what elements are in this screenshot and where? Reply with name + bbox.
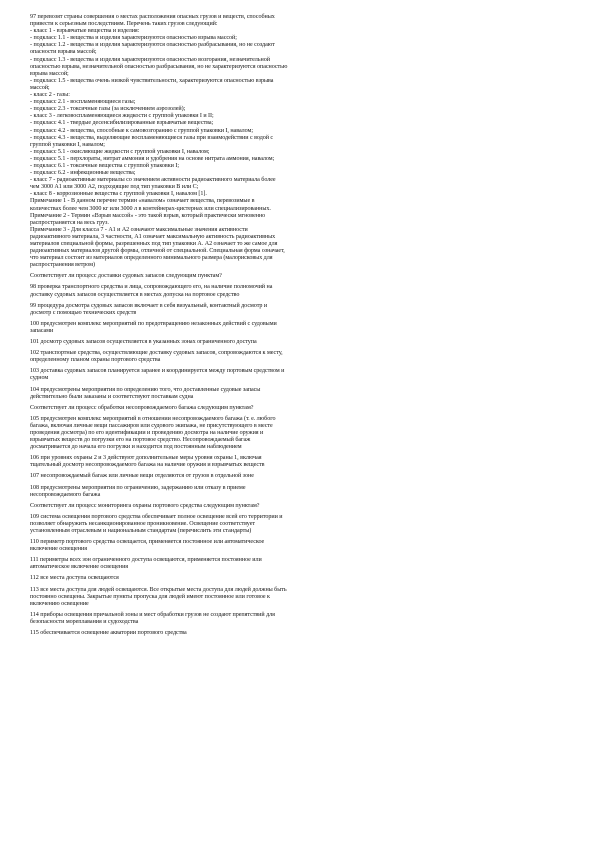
text-line: постоянно освещены. Закрытые пункты пропуска для людей имеют постоянное или готовое к bbox=[30, 593, 270, 600]
text-line: - класс 7 - радиоактивные материалы со значением активности радиоактивного материала более bbox=[30, 177, 276, 184]
text-line: количествах более чем 3000 кг или 3000 л в контейнерах-цистернах или специализированных. bbox=[30, 205, 271, 212]
text-line: 103 доставка судовых запасов планируется заранее и координируется между портовым средством и bbox=[30, 368, 285, 375]
text-line: группой упаковки I, навалом; bbox=[30, 141, 105, 148]
text-line: - подкласс 6.2 - инфекционные вещества; bbox=[30, 170, 136, 177]
text-line: Примечание 1 - В данном перечне термин «навалом» означает вещества, перевозимые в bbox=[30, 198, 255, 205]
text-line: определенному планом охраны портового средства bbox=[30, 357, 161, 364]
text-line: судном bbox=[30, 375, 49, 382]
text-line: - подкласс 1.3 - вещества и изделия характеризуются опасностью возгорания, незначительной bbox=[30, 56, 270, 63]
text-line: проведения досмотра) по его идентификации и проведению досмотра на наличие оружия и bbox=[30, 429, 264, 436]
text-line: 102 транспортные средства, осуществляющие доставку судовых запасов, сопровождаются к месту, bbox=[30, 350, 283, 357]
text-line: - подкласс 4.1 - твердые десенсибилизированные взрывчатые вещества; bbox=[30, 120, 214, 127]
text-line: досматривается до начала его погрузки и находится под постоянным наблюдением bbox=[30, 444, 242, 451]
text-line: 113 все места доступа для людей освещаются. Все открытые места доступа для людей должны быть bbox=[30, 586, 287, 593]
text-line: - подкласс 6.1 - токсичные вещества с группой упаковки I; bbox=[30, 162, 179, 169]
text-line: - подкласс 1.5 - вещества очень низкой чувствительности, характеризуются опасностью взрыва bbox=[30, 77, 274, 84]
text-line: 114 приборы освещения причальной зоны и мест обработки грузов не создают препятствий для bbox=[30, 611, 275, 618]
text-line: опасности взрыва массой; bbox=[30, 49, 97, 56]
text-line: - подкласс 2.3 - токсичные газы (за исключением аэрозолей); bbox=[30, 106, 186, 113]
text-line: - подкласс 4.3 - вещества, выделяющие воспламеняющиеся газы при взаимодействии с водой с bbox=[30, 134, 274, 141]
text-line: безопасности мореплавания и судоходства bbox=[30, 618, 139, 625]
text-line: Примечание 3 - Для класса 7 - А1 и А2 означают максимальные значения активности bbox=[30, 226, 248, 233]
text-line: тщательный досмотр несопровождаемого багажа на наличие оружия и взрывчатых веществ bbox=[30, 462, 265, 469]
text-line: установленным отраслевым и национальным стандартам (перечислить эти стандарты) bbox=[30, 528, 252, 534]
text-line: опасностью взрыва, незначительной опасностью разбрасывания, но не характеризуются опасностью bbox=[30, 63, 288, 70]
text-line: Соответствует ли процесс обработки несопровождаемого багажа следующим пунктам? bbox=[30, 404, 254, 411]
text-line: взрывчатых веществ до погрузки его на портовое средство. Несопровождаемый багаж bbox=[30, 437, 251, 444]
text-line: материалов специальной формы, разрешенных под тип упаковки А. А2 означает то же самое для bbox=[30, 241, 278, 247]
text-line: - подкласс 1.1 - вещества и изделия характеризуются опасностью взрыва массой; bbox=[30, 35, 237, 42]
text-line: распространения ветром) bbox=[30, 262, 95, 269]
text-line: 99 процедура досмотра судовых запасов включает в себя визуальный, контактный досмотр и bbox=[30, 302, 268, 309]
text-line: чем 3000 А1 или 3000 А2, подходящие под тип упаковки В или С; bbox=[30, 184, 199, 191]
text-line: массой; bbox=[30, 84, 50, 91]
text-line: привести к серьезным последствиям. Перечень таких грузов следующий: bbox=[30, 21, 218, 28]
text-line: 98 проверка транспортного средства и лица, сопровождающего его, на наличие полномочий на bbox=[30, 284, 273, 291]
text-line: 104 предусмотрены мероприятия по определению того, что доставленные судовые запасы bbox=[30, 386, 261, 393]
text-line: действительно были заказаны и соответствуют поставкам судна bbox=[30, 393, 194, 400]
text-line: 101 досмотр судовых запасов осуществляется в указанных зонах ограниченного доступа bbox=[30, 339, 257, 346]
text-line: Соответствует ли процесс мониторинга охраны портового средства следующим пунктам? bbox=[30, 502, 260, 509]
text-line: 100 предусмотрен комплекс мероприятий по предотвращению незаконных действий с судовыми bbox=[30, 320, 277, 327]
text-line: 108 предусмотрены мероприятия по ограничению, задержанию или отказу в приеме bbox=[30, 484, 246, 491]
text-line: включение освещения bbox=[30, 546, 87, 553]
text-line: радиоактивных материалов другой формы, отличной от специальной. Специальная форма означает, bbox=[30, 248, 285, 255]
text-line: 97 перевозят страны совершения о местах расположения опасных грузов и веществ, способных bbox=[30, 14, 275, 20]
text-line: - класс 1 - взрывчатые вещества и изделия: bbox=[30, 28, 140, 35]
text-line: включению освещение bbox=[30, 600, 89, 607]
text-line: - подкласс 5.1 - окисляющие жидкости с группой упаковки I, навалом; bbox=[30, 148, 210, 155]
text-line: доставку судовых запасов осуществляется в местах допуска на портовое средство bbox=[30, 291, 240, 298]
text-line: 106 при уровнях охраны 2 и 3 действуют дополнительные меры уровня охраны 1, включая bbox=[30, 455, 262, 462]
text-line: 111 периметры всех зон ограниченного доступа освещаются, применяется постоянное или bbox=[30, 557, 262, 564]
text-line: досмотр с помощью технических средств bbox=[30, 309, 137, 316]
text-line: Соответствует ли процесс доставки судовых запасов следующим пунктам? bbox=[30, 273, 222, 280]
text-line: 107 несопровождаемый багаж или личные вещи отделяются от грузов в отдельной зоне bbox=[30, 473, 254, 480]
text-line: 115 обеспечивается освещение акватории портового средства bbox=[30, 630, 187, 637]
text-line: 105 предусмотрен комплекс мероприятий в отношении несопровождаемого багажа (т. е. любого bbox=[30, 415, 276, 422]
text-line: несопровождаемого багажа bbox=[30, 491, 101, 498]
text-line: автоматическое включение освещения bbox=[30, 564, 129, 571]
text-line: Примечание 2 - Термин «Взрыв массой» - это такой взрыв, который практически мгновенно bbox=[30, 212, 266, 219]
text-line: - подкласс 1.2 - вещества и изделия характеризуются опасностью разбрасывания, но не создают bbox=[30, 42, 275, 49]
text-line: позволяет обнаружить несанкционированное проникновение. Освещение соответствует bbox=[30, 520, 255, 527]
text-line: - класс 3 - легковоспламеняющиеся жидкости с группой упаковки I и II; bbox=[30, 113, 214, 120]
text-line: - подкласс 4.2 - вещества, способные к самовозгоранию с группой упаковки I, навалом; bbox=[30, 127, 253, 134]
text-line: 109 система освещения портового средства обеспечивает полное освещение всей его территории и bbox=[30, 513, 283, 520]
text-line: - класс 8 - коррозионные вещества с группой упаковки I, навалом [1]. bbox=[30, 191, 207, 198]
text-line: - подкласс 2.1 - воспламеняющиеся газы; bbox=[30, 99, 136, 106]
text-line: что материал состоит из материалов определенного минимального размера (малорисковых для bbox=[30, 255, 273, 262]
text-line: запасами bbox=[30, 327, 54, 334]
text-line: - подкласс 5.1 - перхлораты, нитрат аммония и удобрения на основе нитрата аммония, навалом; bbox=[30, 155, 275, 162]
text-line: взрыва массой; bbox=[30, 70, 69, 77]
text-line: 112 все места доступа освещаются bbox=[30, 575, 119, 582]
text-line: - класс 2 - газы: bbox=[30, 92, 70, 99]
text-line: багажа, включая личные вещи пассажиров или судового экипажа, не присутствующего в месте bbox=[30, 422, 273, 429]
text-line: распространяется на весь груз. bbox=[30, 219, 109, 226]
text-line: 110 периметр портового средства освещается, применяется постоянное или автоматическое bbox=[30, 539, 265, 546]
text-line: радиоактивного материала, 3 частности, А1 означает максимальную активность радиоактивных bbox=[30, 233, 276, 240]
